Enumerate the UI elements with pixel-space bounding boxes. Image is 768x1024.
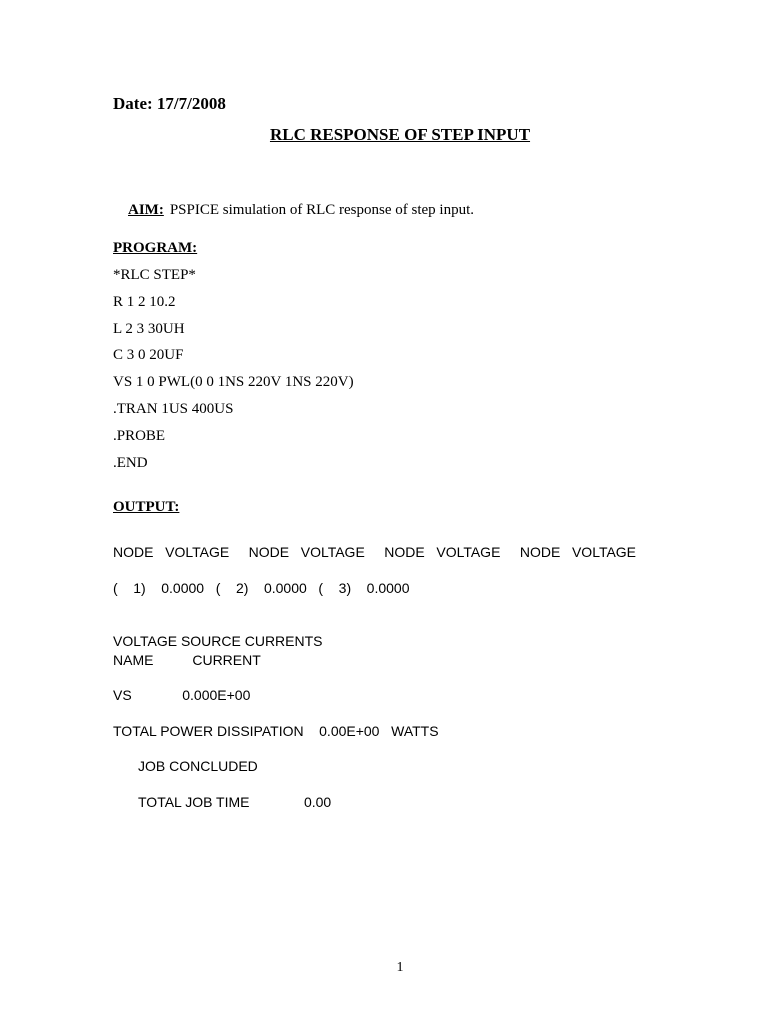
job-concluded: JOB CONCLUDED bbox=[138, 758, 258, 774]
program-line: C 3 0 20UF bbox=[113, 347, 184, 363]
program-line: .TRAN 1US 400US bbox=[113, 401, 234, 417]
voltage-source-row: VS 0.000E+00 bbox=[113, 687, 251, 703]
program-line: R 1 2 10.2 bbox=[113, 294, 176, 310]
total-power-dissipation: TOTAL POWER DISSIPATION 0.00E+00 WATTS bbox=[113, 723, 439, 739]
page-title: RLC RESPONSE OF STEP INPUT bbox=[269, 125, 531, 144]
program-line: *RLC STEP* bbox=[113, 267, 196, 283]
aim-label: AIM: bbox=[128, 202, 164, 218]
program-line: .END bbox=[113, 455, 148, 471]
page-number: 1 bbox=[396, 960, 404, 975]
node-voltage-values: ( 1) 0.0000 ( 2) 0.0000 ( 3) 0.0000 bbox=[113, 580, 410, 596]
aim-section bbox=[113, 188, 474, 233]
aim-text: PSPICE simulation of RLC response of step input. bbox=[169, 202, 474, 218]
node-voltage-header: NODE VOLTAGE NODE VOLTAGE NODE VOLTAGE NODE VOLTAGE bbox=[113, 544, 637, 560]
total-job-time: TOTAL JOB TIME 0.00 bbox=[138, 794, 332, 810]
program-line: L 2 3 30UH bbox=[113, 321, 185, 337]
output-label: OUTPUT: bbox=[113, 499, 180, 515]
date-line: Date: 17/7/2008 bbox=[113, 94, 226, 113]
voltage-source-currents-title: VOLTAGE SOURCE CURRENTS bbox=[113, 633, 323, 649]
program-line: VS 1 0 PWL(0 0 1NS 220V 1NS 220V) bbox=[113, 374, 354, 390]
program-line: .PROBE bbox=[113, 428, 166, 444]
program-label: PROGRAM: bbox=[113, 240, 198, 256]
voltage-source-currents-header: NAME CURRENT bbox=[113, 652, 261, 668]
